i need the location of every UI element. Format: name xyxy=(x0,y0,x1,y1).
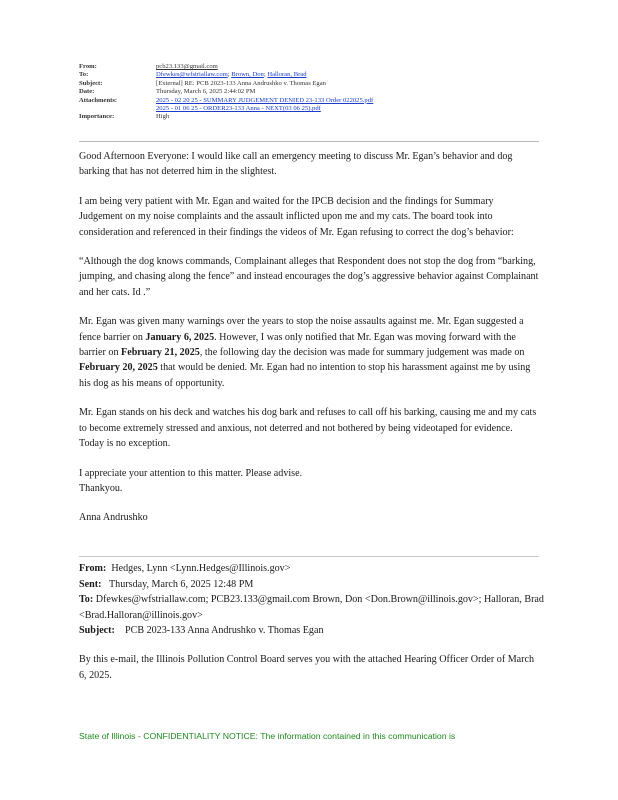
body-paragraph: I am being very patient with Mr. Egan and waited for the IPCB decision and the findings for Summary Judgement on my noise complaints and the assault inflicted upon me and my cats. The board took into consideration and referenced in their findings the videos of Mr. Egan refusing to correct the dog’s behavior: xyxy=(79,195,514,238)
attachment-link[interactable]: 2025 - 02 20 25 - SUMMARY JUDGEMENT DENIED 23-133 Order 022025.pdf xyxy=(156,96,374,104)
email-body xyxy=(79,149,539,540)
to-label: To: xyxy=(79,71,89,79)
subject-value: [External] RE: PCB 2023-133 Anna Andrushko v. Thomas Egan xyxy=(156,79,326,87)
fwd-to-row: To: Dfewkes@wfstriallaw.com; PCB23.133@gmail.com Brown, Don <Don.Brown@illinois.gov>; Halloran, Brad <Brad.Halloran@illinois.gov> xyxy=(79,594,544,621)
recipient-link[interactable]: Brown, Don xyxy=(231,71,264,79)
recipient-link[interactable]: Dfewkes@wfstriallaw.com xyxy=(156,71,228,79)
fwd-subject-row: Subject: PCB 2023-133 Anna Andrushko v. Thomas Egan xyxy=(79,625,324,637)
date-row xyxy=(79,88,373,96)
body-paragraph: Mr. Egan was given many warnings over the years to stop the noise assaults against me. Mr. Egan suggested a fence barrier on January 6, 2025. However, I was only notified that Mr. Egan was moving forward with the barrier on February 21, 2025, the following day the decision was made for summary judgement was made on February 20, 2025 that would be denied. Mr. Egan had no intention to stop his harassment against me by using his dog as his means of opportunity. xyxy=(79,316,531,389)
fwd-sent-row: Sent: Thursday, March 6, 2025 12:48 PM xyxy=(79,578,254,590)
header-divider xyxy=(79,141,539,142)
fwd-from-row: From: Hedges, Lynn <Lynn.Hedges@Illinois.gov> xyxy=(79,563,291,574)
date-highlight: February 20, 2025 xyxy=(79,362,158,374)
date-value: Thursday, March 6, 2025 2:44:02 PM xyxy=(156,88,256,96)
body-paragraph: Good Afternoon Everyone: I would like call an emergency meeting to discuss Mr. Egan’s behavior and dog barking that has not deterred him in the slightest. xyxy=(79,151,513,178)
date-highlight: January 6, 2025 xyxy=(145,331,215,343)
attachment-link[interactable]: 2025 - 01 06 25 - ORDER23-133 Anna - NEXT(03 06 25).pdf xyxy=(156,105,321,113)
date-label: Date: xyxy=(79,88,95,96)
forwarded-header xyxy=(79,561,549,639)
body-paragraph: Mr. Egan stands on his deck and watches his dog bark and refuses to call off his barking, causing me and my cats to become extremely stressed and anxious, not deterred and not bothered by being videotaped for evidence. Today is no exception. xyxy=(79,407,537,450)
body-paragraph: “Although the dog knows commands, Complainant alleges that Respondent does not stop the dog from “barking, jumping, and chasing along the fence” and instead encourages the dog’s aggressive behavior against Complainant and her cats. Id .” xyxy=(79,256,539,298)
from-row xyxy=(79,63,373,71)
forward-divider xyxy=(79,556,539,557)
attachments-label: Attachments: xyxy=(79,96,118,104)
to-row: To: Dfewkes@wfstriallaw.com; Brown, Don; Halloran, Brad xyxy=(79,71,307,79)
recipient-link[interactable]: Halloran, Brad xyxy=(267,71,307,79)
service-notice: By this e-mail, the Illinois Pollution Control Board serves you with the attached Hearing Officer Order of March 6, 2025. xyxy=(79,654,535,681)
signature: Anna Andrushko xyxy=(79,512,148,524)
confidentiality-notice: State of Illinois - CONFIDENTIALITY NOTICE: The information contained in this communication is xyxy=(79,731,456,741)
subject-label: Subject: xyxy=(79,79,103,87)
closing: I appreciate your attention to this matter. Please advise. Thankyou. xyxy=(79,467,303,494)
importance-label: Importance: xyxy=(79,113,115,121)
email-header xyxy=(79,63,373,122)
importance-row xyxy=(79,113,373,121)
from-email-link[interactable]: pcb23.133@gmail.com xyxy=(156,63,218,70)
subject-row xyxy=(79,80,373,88)
attachments-row xyxy=(79,97,373,114)
date-highlight: February 21, 2025 xyxy=(121,347,200,359)
from-label: From: xyxy=(79,63,97,70)
importance-value: High xyxy=(156,113,170,121)
